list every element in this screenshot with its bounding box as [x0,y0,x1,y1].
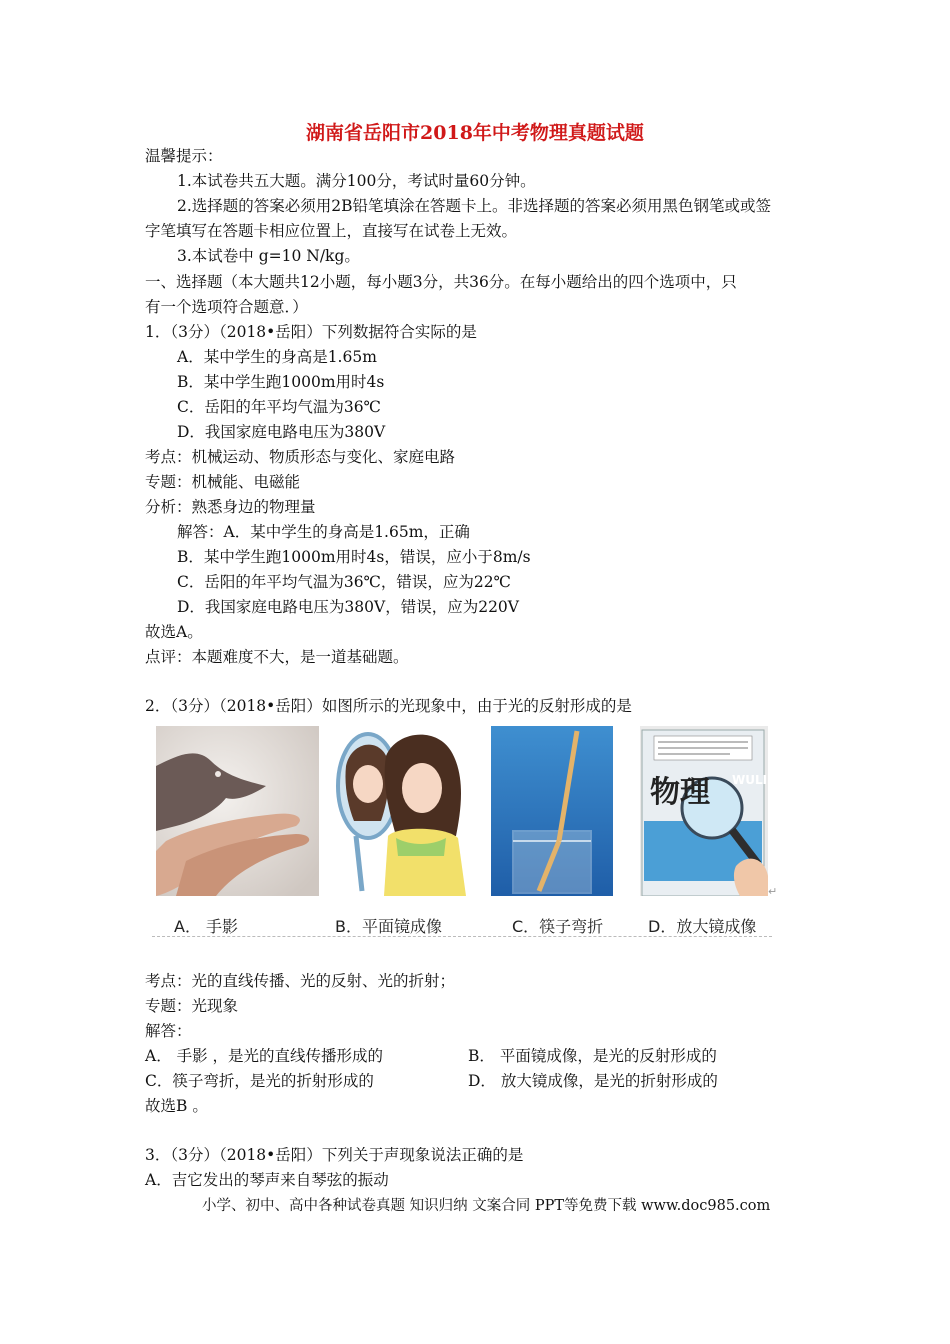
q2-answer-a: A． 手影 ，是光的直线传播形成的 [145,1047,384,1065]
tips-heading: 温馨提示： [145,147,223,165]
q2-kaodian: 考点：光的直线传播、光的反射、光的折射； [145,972,456,990]
q1-stem: 1．（3分）（2018•岳阳）下列数据符合实际的是 [145,323,477,341]
q1-comment: 点评：本题难度不大，是一道基础题。 [145,648,409,666]
page-footer: 小学、初中、高中各种试卷真题 知识归纳 文案合同 PPT等免费下载 www.doc985.com [202,1198,771,1214]
q1-answer-c: C．岳阳的年平均气温为36℃，错误，应为22℃ [177,573,511,591]
q1-option-b: B．某中学生跑1000m用时4s [177,373,385,391]
book-title-text: 物理 [650,775,710,810]
q1-fenxi: 分析：熟悉身边的物理量 [145,498,316,516]
q3-stem: 3．（3分）（2018•岳阳）下列关于声现象说法正确的是 [145,1146,524,1164]
section-heading-line-2: 有一个选项符合题意．） [145,298,308,316]
q1-answer-b: B．某中学生跑1000m用时4s，错误，应小于8m/s [177,548,531,566]
q1-option-a: A．某中学生的身高是1.65m [177,348,377,366]
mirror-girl-image [326,726,476,896]
q1-final-answer: 故选A。 [145,623,203,641]
tip-1: 1.本试卷共五大题。满分100分，考试时量60分钟。 [177,172,536,190]
q2-jieda: 解答： [145,1022,192,1040]
q2-stem: 2．（3分）（2018•岳阳）如图所示的光现象中，由于光的反射形成的是 [145,697,632,715]
q2-answer-c: C．筷子弯折，是光的折射形成的 [145,1072,374,1090]
caption-d: D．放大镜成像 [648,917,757,936]
caption-c: C．筷子弯折 [512,917,604,936]
page-title: 湖南省岳阳市2018年中考物理真题试题 [306,122,644,144]
book-wuli-text: WULI [732,773,768,787]
image-captions [152,912,772,937]
tip-2-line-1: 2.选择题的答案必须用2B铅笔填涂在答题卡上。非选择题的答案必须用黑色钢笔或或签 [177,197,772,215]
magnifier-book-image [640,726,768,896]
q1-option-d: D．我国家庭电路电压为380V [177,423,386,441]
tip-2-line-2: 字笔填写在答题卡相应位置上，直接写在试卷上无效。 [145,222,518,240]
q1-answer-a: 解答：A．某中学生的身高是1.65m，正确 [177,523,470,541]
q2-final-answer: 故选B 。 [145,1097,208,1115]
caption-b: B．平面镜成像 [335,917,442,936]
q1-zhuanti: 专题：机械能、电磁能 [145,473,301,491]
section-heading-line-1: 一、选择题（本大题共12小题，每小题3分，共36分。在每小题给出的四个选项中，只 [145,273,737,291]
chopstick-water-image [491,726,613,896]
q1-kaodian: 考点：机械运动、物质形态与变化、家庭电路 [145,448,456,466]
paragraph-mark-icon: ↵ [768,885,778,898]
q3-option-a: A．吉它发出的琴声来自琴弦的振动 [145,1171,389,1189]
tip-3: 3.本试卷中 g=10 N/kg。 [177,247,360,265]
q2-answer-b: B． 平面镜成像，是光的反射形成的 [468,1047,717,1065]
q1-option-c: C．岳阳的年平均气温为36℃ [177,398,381,416]
q2-answer-d: D． 放大镜成像，是光的折射形成的 [468,1072,718,1090]
q1-answer-d: D．我国家庭电路电压为380V，错误，应为220V [177,598,519,616]
q2-zhuanti: 专题：光现象 [145,997,239,1015]
caption-a: A． 手影 [174,917,239,936]
hand-shadow-image [156,726,319,896]
